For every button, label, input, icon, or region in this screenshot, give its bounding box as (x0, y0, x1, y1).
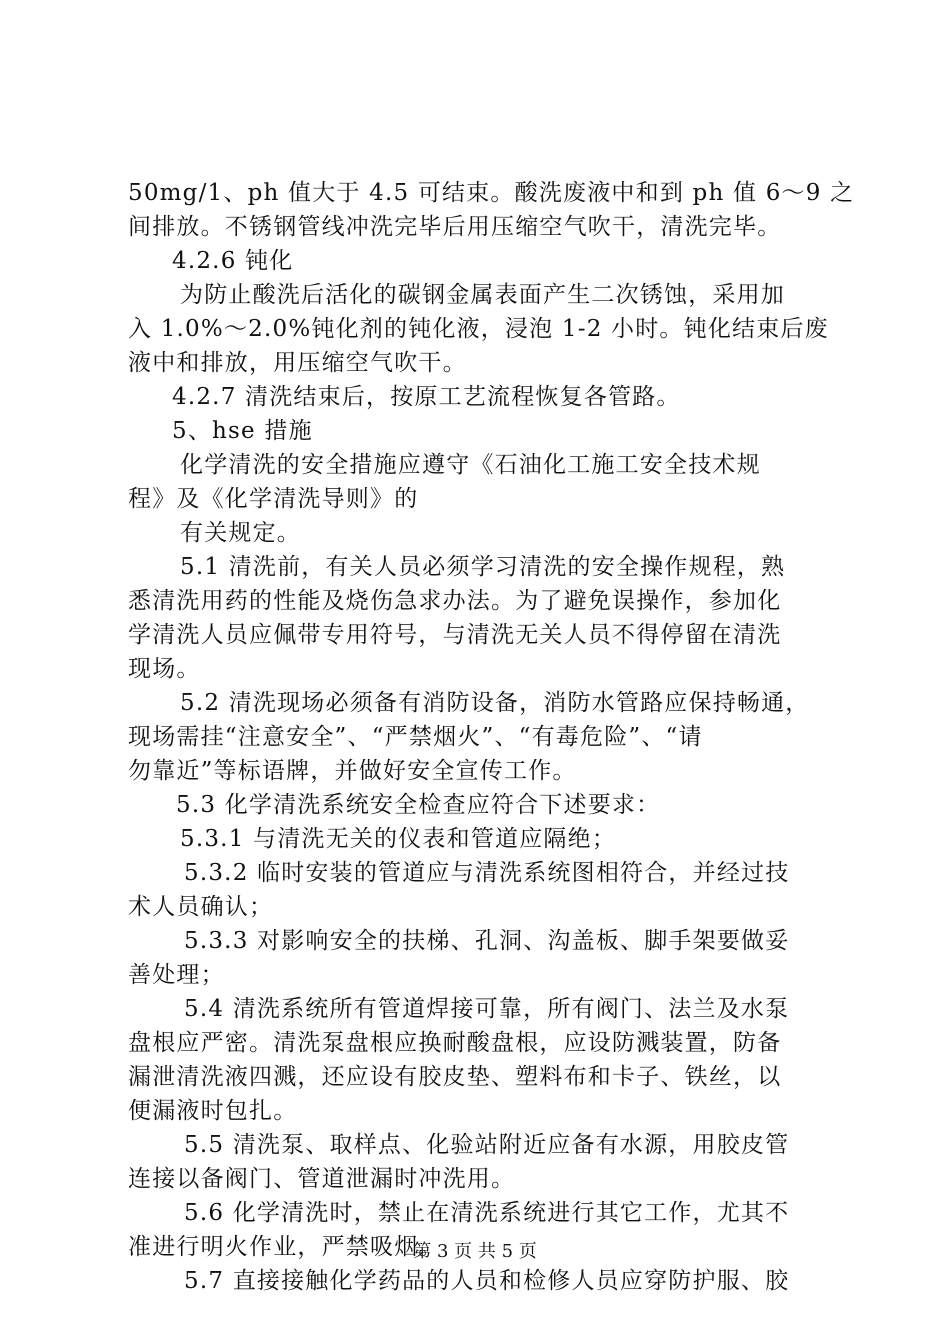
text-line: 5.3.3 对影响安全的扶梯、孔洞、沟盖板、脚手架要做妥 (184, 928, 790, 954)
text-line: 连接以备阀门、管道泄漏时冲洗用。 (128, 1166, 516, 1192)
text-line: 5.4 清洗系统所有管道焊接可靠，所有阀门、法兰及水泵 (184, 996, 790, 1022)
section-heading: 5、hse 措施 (172, 418, 313, 444)
text-line: 5.5 清洗泵、取样点、化验站附近应备有水源，用胶皮管 (184, 1132, 790, 1158)
text-line: 5.1 清洗前，有关人员必须学习清洗的安全操作规程，熟 (180, 554, 786, 580)
text-line: 50mg/1、ph 值大于 4.5 可结束。酸洗废液中和到 ph 值 6～9 之 (128, 180, 855, 206)
text-line: 化学清洗的安全措施应遵守《石油化工施工安全技术规 (180, 452, 761, 478)
text-line: 准进行明火作业，严禁吸烟。 (128, 1234, 443, 1260)
section-heading: 4.2.6 钝化 (172, 248, 294, 274)
text-line: 悉清洗用药的性能及烧伤急求办法。为了避免误操作，参加化 (128, 588, 782, 614)
text-line: 善处理； (128, 962, 225, 988)
text-line: 漏泄清洗液四溅，还应设有胶皮垫、塑料布和卡子、铁丝，以 (128, 1064, 782, 1090)
text-line: 勿靠近”等标语牌，并做好安全宣传工作。 (128, 758, 577, 784)
text-line: 5.7 直接接触化学药品的人员和检修人员应穿防护服、胶 (184, 1268, 790, 1294)
page-number-footer: 第 3 页 共 5 页 (413, 1241, 537, 1262)
text-line: 5.6 化学清洗时，禁止在清洗系统进行其它工作，尤其不 (184, 1200, 790, 1226)
text-line: 程》及《化学清洗导则》的 (128, 486, 419, 512)
text-line: 5.2 清洗现场必须备有消防设备，消防水管路应保持畅通， (180, 690, 810, 716)
text-line: 有关规定。 (180, 520, 301, 546)
text-line: 为防止酸洗后活化的碳钢金属表面产生二次锈蚀，采用加 (180, 282, 785, 308)
text-line: 盘根应严密。清洗泵盘根应换耐酸盘根，应设防溅装置，防备 (128, 1030, 782, 1056)
text-line: 入 1.0%～2.0%钝化剂的钝化液，浸泡 1-2 小时。钝化结束后废 (128, 316, 829, 342)
text-line: 间排放。不锈钢管线冲洗完毕后用压缩空气吹干，清洗完毕。 (128, 214, 782, 240)
text-line: 术人员确认； (128, 894, 274, 920)
document-body (128, 176, 855, 1298)
text-line: 4.2.7 清洗结束后，按原工艺流程恢复各管路。 (172, 384, 681, 410)
text-line: 便漏液时包扎。 (128, 1098, 298, 1124)
text-line: 5.3.2 临时安装的管道应与清洗系统图相符合，并经过技 (184, 860, 790, 886)
text-line: 5.3.1 与清洗无关的仪表和管道应隔绝； (180, 826, 617, 852)
text-line: 液中和排放，用压缩空气吹干。 (128, 350, 467, 376)
text-line: 现场需挂“注意安全”、“严禁烟火”、“有毒危险”、“请 (128, 724, 703, 750)
text-line: 学清洗人员应佩带专用符号，与清洗无关人员不得停留在清洗 (128, 622, 782, 648)
text-line: 现场。 (128, 656, 201, 682)
text-line: 5.3 化学清洗系统安全检查应符合下述要求： (176, 792, 661, 818)
